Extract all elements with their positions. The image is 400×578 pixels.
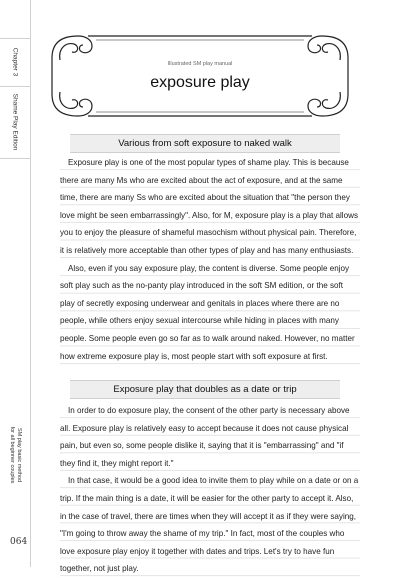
chapter-label: Chapter 3 bbox=[11, 47, 19, 77]
page-number: 064 bbox=[10, 537, 28, 547]
paragraph-text: Exposure play is one of the most popular types of shame play. This is because there are many Ms who are excited about the act of exposure, and at the same time, there are many Ss who are excited about the situation that "the person they love might be seen embarrassingly". Also, for M, exposure play is a play that allows you to enjoy the pleasure of shameful masochism without physical pain. Therefore, it is relatively more acceptable than other types of play and has many enthusiasts. bbox=[60, 158, 358, 255]
paragraph bbox=[60, 154, 360, 260]
paragraph-text: In that case, it would be a good idea to invite them to play while on a date or on a trip. If the main thing is a date, it will be easier for the other party to accept it. Also, in the case of travel, there are times when they will accept it as if they were saying, "I'm going to throw away the shame of my trip." In fact, most of the couples who love exposure play enjoy it together with dates and trips. Let's try to have fun together, not just play. bbox=[60, 476, 359, 574]
section-body bbox=[60, 154, 360, 365]
section-body bbox=[60, 402, 360, 578]
manual-subtitle-line-1: SM play basic method bbox=[16, 427, 22, 483]
paragraph bbox=[60, 260, 360, 366]
sidebar-rule bbox=[0, 86, 30, 87]
paragraph-text: Also, even if you say exposure play, the content is diverse. Some people enjoy soft play such as the no-panty play introduced in the soft SM edition, or the soft play of secretly exposing underwear and genitals in places where there are no people, while others enjoy sexual intercourse while hiding in places with many people. Some people even go so far as to walk around naked. However, no matter how extreme exposure play is, most people start with soft exposure at first. bbox=[60, 263, 355, 361]
sidebar-rule-top bbox=[0, 38, 30, 39]
section-heading: Exposure play that doubles as a date or trip bbox=[70, 380, 340, 399]
chapter-sidebar bbox=[0, 0, 30, 567]
sidebar-rule bbox=[0, 158, 30, 159]
section-heading: Various from soft exposure to naked walk bbox=[70, 134, 340, 153]
manual-subtitle bbox=[8, 427, 22, 484]
edition-label: Shame Play Edition bbox=[11, 93, 19, 151]
paragraph bbox=[60, 402, 360, 472]
paragraph bbox=[60, 472, 360, 578]
paragraph-text: In order to do exposure play, the consent of the other party is necessary above all. Exposure play is relatively easy to accept because it does not cause physical pain, but even so, some people dislike it, saying that it is "embarrassing" and "if they find it, they might report it." bbox=[60, 406, 350, 468]
chapter-title-frame bbox=[48, 30, 352, 122]
sidebar-divider bbox=[30, 0, 31, 567]
manual-subtitle-line-2: for all beginner couples bbox=[9, 426, 15, 484]
page-title: exposure play bbox=[150, 74, 250, 91]
manual-label: Illustrated SM play manual bbox=[167, 61, 233, 67]
